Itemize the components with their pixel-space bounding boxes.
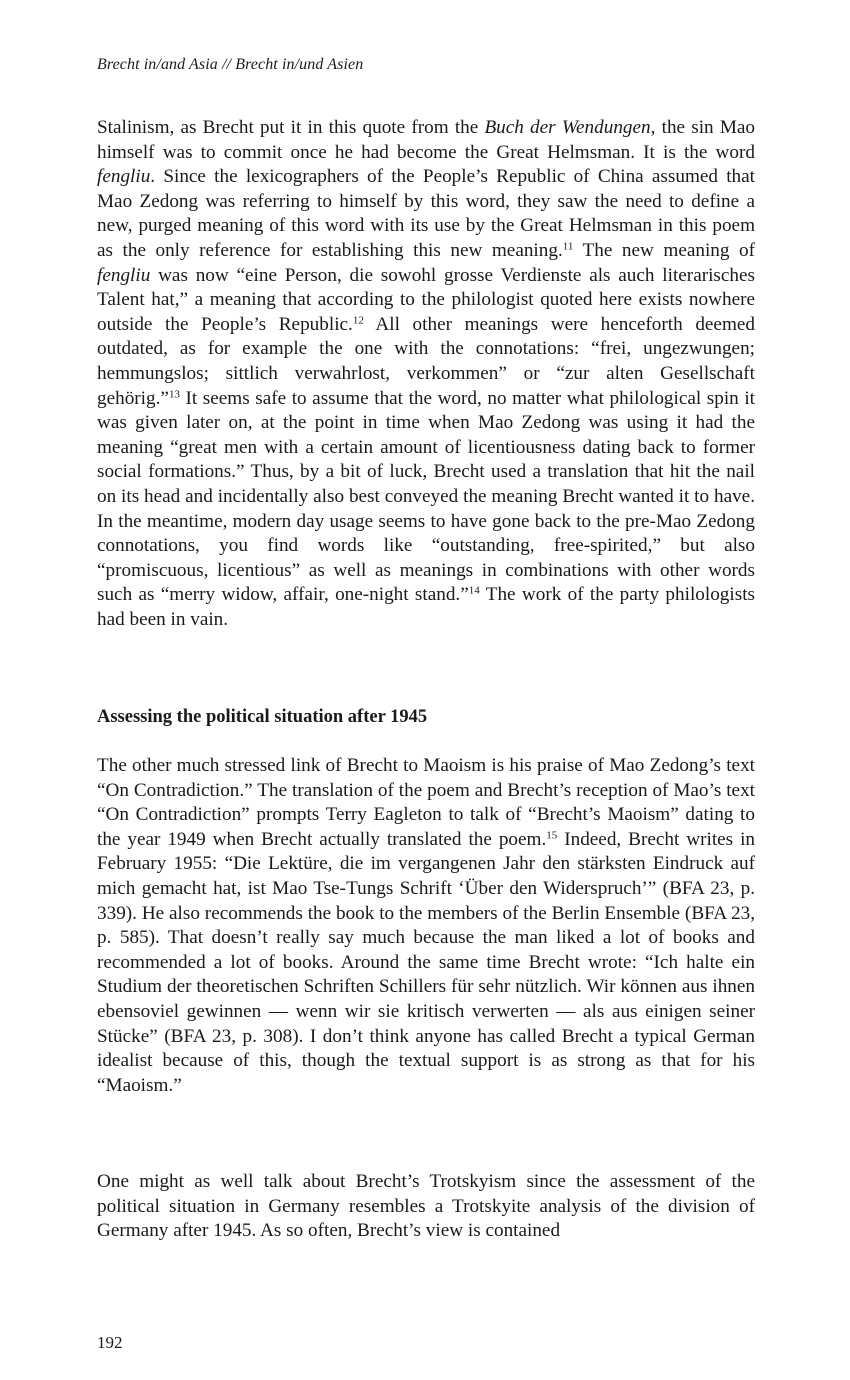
footnote-ref-11: 11 <box>562 240 574 253</box>
section-heading: Assessing the political situation after 1945 <box>97 707 428 727</box>
paragraph-2 <box>97 754 755 1098</box>
text-run: . Since the lexicographers of the People’s Republic of China assumed that Mao Zedong was referring to himself by this word, they saw the need to define a new, purged meaning of this word with its use by the Great Helmsman in this poem as the only reference for establishing this new meaning. <box>97 166 755 261</box>
running-head: Brecht in/and Asia // Brecht in/und Asien <box>97 56 364 73</box>
text-run: was now “eine Person, die sowohl grosse Verdienste als auch literarisches Talent hat,” a meaning that according to the philologist quoted here exists nowhere outside the People’s Republic. <box>97 264 755 335</box>
footnote-ref-15: 15 <box>546 829 558 842</box>
footnote-ref-13: 13 <box>168 387 180 400</box>
text-run: Indeed, Brecht writes in February 1955: “Die Lektüre, die im vergangenen Jahr den stärksten Eindruck auf mich gemacht hat, ist Mao Tse-Tungs Schrift ‘Über den Widerspruch’” (BFA 23, p. 339). He also recommends the book to the members of the Berlin Ensemble (BFA 23, p. 585). That doesn’t really say much because the man liked a lot of books and recommended a lot of books. Around the same time Brecht wrote: “Ich halte ein Studium der theoretischen Schriften Schillers für sehr nützlich. Wir können aus ihnen ebensoviel gewinnen — wenn wir sie kritisch verwerten — als aus einigen seiner Stücke” (BFA 23, p. 308). I don’t think anyone has called Brecht a typical German idealist because of this, though the textual support is as strong as that for his “Maoism.” <box>97 828 755 1096</box>
paragraph-3 <box>97 1170 755 1244</box>
text-run: One might as well talk about Brecht’s Trotskyism since the assessment of the political situation in Germany resembles a Trotskyite analysis of the division of Germany after 1945. As so often, Brecht’s view is contained <box>97 1171 755 1242</box>
footnote-ref-12: 12 <box>352 314 364 327</box>
text-run: Stalinism, as Brecht put it in this quote from the <box>97 117 485 138</box>
text-run: , the sin Mao himself was to commit once he had become the Great Helmsman. It is the word <box>97 117 755 163</box>
paragraph-1 <box>97 116 755 632</box>
text-run: It seems safe to assume that the word, no matter what philological spin it was given later on, at the point in time when Mao Zedong was using it had the meaning “great men with a certain amount of licentiousness dating back to former social formations.” Thus, by a bit of luck, Brecht used a translation that hit the nail on its head and incidentally also best conveyed the meaning Brecht wanted it to have. In the meantime, modern day usage seems to have gone back to the pre-Mao Zedong connotations, you find words like “outstanding, free-spirited,” but also “promiscuous, licentious” as well as meanings in combinations with other words such as “merry widow, affair, one-night stand.” <box>97 387 755 606</box>
text-run: The new meaning of <box>573 239 755 261</box>
text-run: The work of the party philologists had been in vain. <box>97 584 755 630</box>
text-run: The other much stressed link of Brecht to Maoism is his praise of Mao Zedong’s text “On Contradiction.” The translation of the poem and Brecht’s reception of Mao’s text “On Contradiction” prompts Terry Eagleton to talk of “Brecht’s Maoism” dating to the year 1949 when Brecht actually translated the poem. <box>97 755 755 850</box>
italic-title: Buch der Wendungen <box>484 117 651 138</box>
italic-term: fengliu <box>97 166 151 188</box>
page-number: 192 <box>97 1333 123 1352</box>
footnote-ref-14: 14 <box>468 584 480 597</box>
italic-term: fengliu <box>97 264 151 286</box>
text-run: All other meanings were henceforth deemed outdated, as for example the one with the connotations: “frei, ungezwungen; hemmungslos; sittlich verwahrlost, verkommen” or “zur alten Gesellschaft gehörig.” <box>97 313 755 409</box>
